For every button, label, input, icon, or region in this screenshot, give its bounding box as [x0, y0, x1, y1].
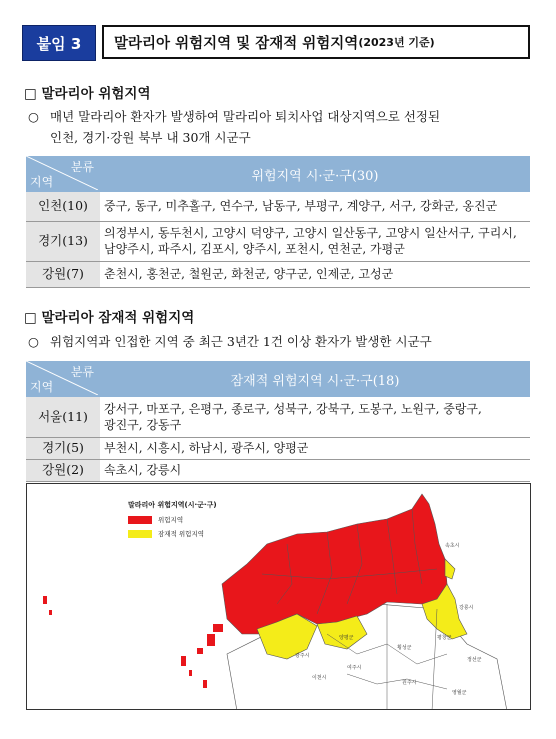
document-title	[102, 25, 530, 59]
region-cell: 서울(11)	[26, 397, 100, 437]
corner-category-label: 분류	[70, 365, 94, 379]
legend-title: 말라리아 위험지역(시·군·구)	[128, 501, 217, 509]
district-line: 강서구, 마포구, 은평구, 종로구, 성북구, 강북구, 도봉구, 노원구, 중랑구,	[104, 401, 482, 416]
map-figure	[27, 484, 531, 710]
region-cell: 강원(2)	[26, 459, 100, 481]
region-cell: 인천(10)	[26, 192, 100, 221]
table-row	[26, 221, 530, 261]
district-list-cell	[100, 261, 530, 287]
section-description-risk	[28, 106, 440, 148]
island-markers	[43, 596, 223, 688]
table-row	[26, 437, 530, 459]
malaria-risk-map	[26, 483, 531, 710]
legend-item-risk	[128, 515, 217, 524]
description-line: 매년 말라리아 환자가 발생하여 말라리아 퇴치사업 대상지역으로 선정된	[50, 109, 441, 124]
district-line: 부천시, 시흥시, 하남시, 광주시, 양평군	[104, 441, 309, 455]
table-corner-header	[26, 156, 100, 192]
district-line: 의정부시, 동두천시, 고양시 덕양구, 고양시 일산동구, 고양시 일산서구, 구리시,	[104, 226, 517, 240]
map-place-label: 영월군	[452, 690, 467, 696]
bullet-mark: ○	[28, 334, 39, 349]
map-place-label: 여주시	[347, 665, 362, 671]
bullet-mark: ○	[28, 109, 39, 124]
corner-region-label: 지역	[30, 175, 54, 189]
legend-item-potential	[128, 529, 217, 538]
district-list-cell	[100, 192, 530, 221]
table-column-header: 위험지역 시·군·구(30)	[100, 156, 530, 192]
map-place-label: 횡성군	[397, 645, 412, 651]
map-place-label: 광주시	[295, 653, 310, 659]
legend-label: 잠재적 위험지역	[158, 530, 205, 538]
map-place-label: 속초시	[445, 543, 460, 549]
corner-category-label: 분류	[70, 160, 94, 174]
region-cell: 경기(5)	[26, 437, 100, 459]
table-row	[26, 397, 530, 437]
title-year: (2023년 기준)	[358, 36, 435, 49]
district-list-cell	[100, 221, 530, 261]
map-place-label: 원주시	[402, 680, 417, 686]
map-legend	[128, 500, 217, 538]
document-header	[22, 25, 532, 61]
district-list-cell	[100, 437, 530, 459]
map-place-label: 양평군	[339, 635, 354, 641]
district-list-cell	[100, 459, 530, 481]
risk-area-table	[26, 156, 530, 288]
district-line: 남양주시, 파주시, 김포시, 양주시, 포천시, 연천군, 가평군	[104, 242, 405, 256]
potential-risk-area-table	[26, 361, 530, 482]
section-title-risk: □ 말라리아 위험지역	[24, 86, 151, 102]
region-cell: 강원(7)	[26, 261, 100, 287]
map-place-label: 정선군	[467, 657, 482, 663]
map-place-label: 평창군	[437, 635, 452, 641]
corner-region-label: 지역	[30, 380, 54, 394]
description-line: 위험지역과 인접한 지역 중 최근 3년간 1건 이상 환자가 발생한 시군구	[50, 334, 432, 349]
title-main: 말라리아 위험지역 및 잠재적 위험지역	[114, 35, 359, 52]
section-title-potential: □ 말라리아 잠재적 위험지역	[24, 310, 195, 326]
district-list-cell	[100, 397, 530, 437]
table-row	[26, 459, 530, 481]
map-place-label: 강릉시	[459, 605, 474, 611]
legend-label: 위험지역	[158, 516, 184, 524]
appendix-badge: 붙임 3	[22, 25, 96, 61]
legend-swatch	[128, 530, 152, 538]
district-line: 춘천시, 홍천군, 철원군, 화천군, 양구군, 인제군, 고성군	[104, 267, 394, 281]
table-row	[26, 192, 530, 221]
district-line: 속초시, 강릉시	[104, 463, 182, 477]
table-row	[26, 261, 530, 287]
region-cell: 경기(13)	[26, 221, 100, 261]
description-line: 인천, 경기·강원 북부 내 30개 시군구	[50, 130, 251, 145]
district-line: 중구, 동구, 미추홀구, 연수구, 남동구, 부평구, 계양구, 서구, 강화군, 옹진군	[104, 199, 498, 214]
map-region-potential	[445, 559, 455, 579]
map-place-label: 이천시	[312, 675, 327, 681]
table-column-header: 잠재적 위험지역 시·군·구(18)	[100, 361, 530, 397]
legend-swatch	[128, 516, 152, 524]
table-corner-header	[26, 361, 100, 397]
section-description-potential	[28, 331, 432, 352]
district-line: 광진구, 강동구	[104, 417, 182, 432]
